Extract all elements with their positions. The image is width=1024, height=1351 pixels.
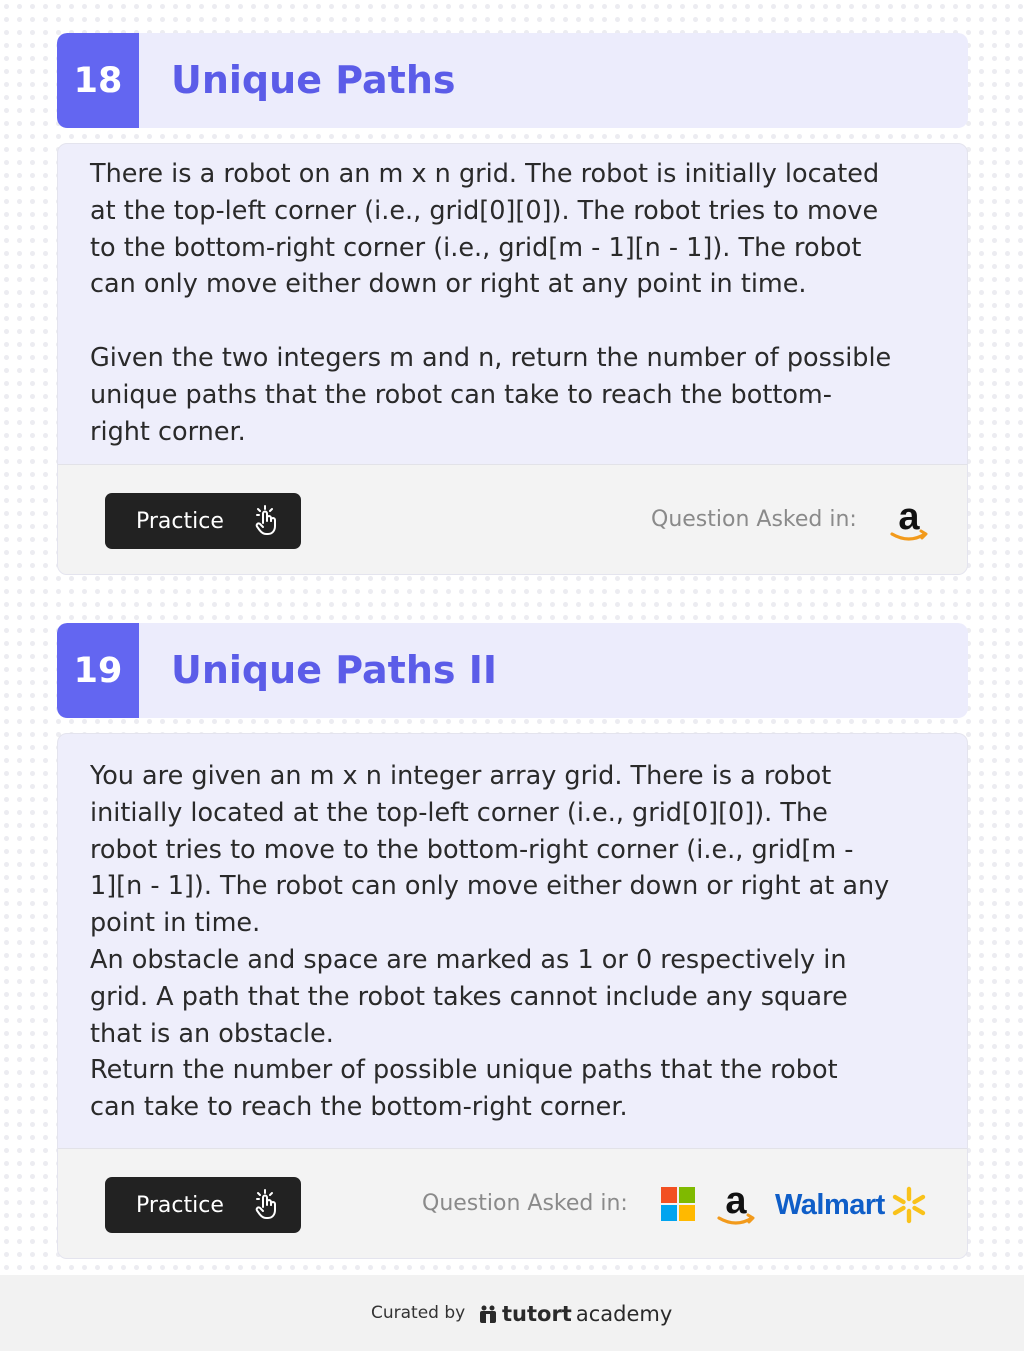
asked-in-label: Question Asked in: xyxy=(422,1191,628,1216)
practice-button[interactable] xyxy=(105,1177,301,1233)
question-description: You are given an m x n integer array grid. There is a robot initially located at the top-left corner (i.e., grid[0][0]). The robot tries to move to the bottom-right corner (i.e., grid[m - 1][n - 1]). The robot can only move either down or right at any point in time. An obstacle and space are marked as 1 or 0 respectively in grid. A path that the robot takes cannot include any square that is an obstacle. Return the number of possible unique paths that the robot can take to reach the bottom-right corner. xyxy=(90,761,890,1123)
practice-button-label: Practice xyxy=(136,508,224,534)
walmart-spark-icon xyxy=(889,1185,929,1225)
practice-button-label: Practice xyxy=(136,1192,224,1218)
brand-name-bold: tutort xyxy=(502,1302,572,1326)
question-description: There is a robot on an m x n grid. The robot is initially located at the top-left corner (i.e., grid[0][0]). The robot tries to move to the bottom-right corner (i.e., grid[m - 1][n - 1]). The robot can only move either down or right at any point in time. Given the two integers m and n, return the number of possible unique paths that the robot can take to reach the bottom- right corner. xyxy=(90,159,892,447)
svg-text:a: a xyxy=(725,1183,747,1222)
tutort-brand xyxy=(480,1299,672,1329)
microsoft-logo xyxy=(661,1187,695,1225)
question-footer xyxy=(58,464,968,574)
asked-in-label: Question Asked in: xyxy=(651,507,857,532)
hand-pointer-icon xyxy=(253,1189,281,1227)
question-body xyxy=(57,143,968,575)
question-title: Unique Paths II xyxy=(171,648,498,692)
question-header xyxy=(57,623,968,718)
question-body xyxy=(57,733,968,1259)
amazon-logo xyxy=(888,499,930,549)
question-card-19 xyxy=(57,623,968,1259)
practice-button[interactable] xyxy=(105,493,301,549)
hand-pointer-icon xyxy=(253,505,281,543)
curated-by-label: Curated by xyxy=(371,1303,466,1323)
svg-text:a: a xyxy=(898,499,920,538)
tutort-logo xyxy=(480,1305,496,1323)
question-number: 18 xyxy=(57,33,139,128)
question-number: 19 xyxy=(57,623,139,718)
question-header xyxy=(57,33,968,128)
question-card-18 xyxy=(57,33,968,575)
question-footer xyxy=(58,1148,968,1258)
walmart-wordmark: Walmart xyxy=(775,1188,885,1221)
brand-name-light: academy xyxy=(575,1302,673,1326)
question-title: Unique Paths xyxy=(171,58,456,102)
amazon-logo xyxy=(715,1183,757,1233)
walmart-logo xyxy=(775,1185,929,1225)
